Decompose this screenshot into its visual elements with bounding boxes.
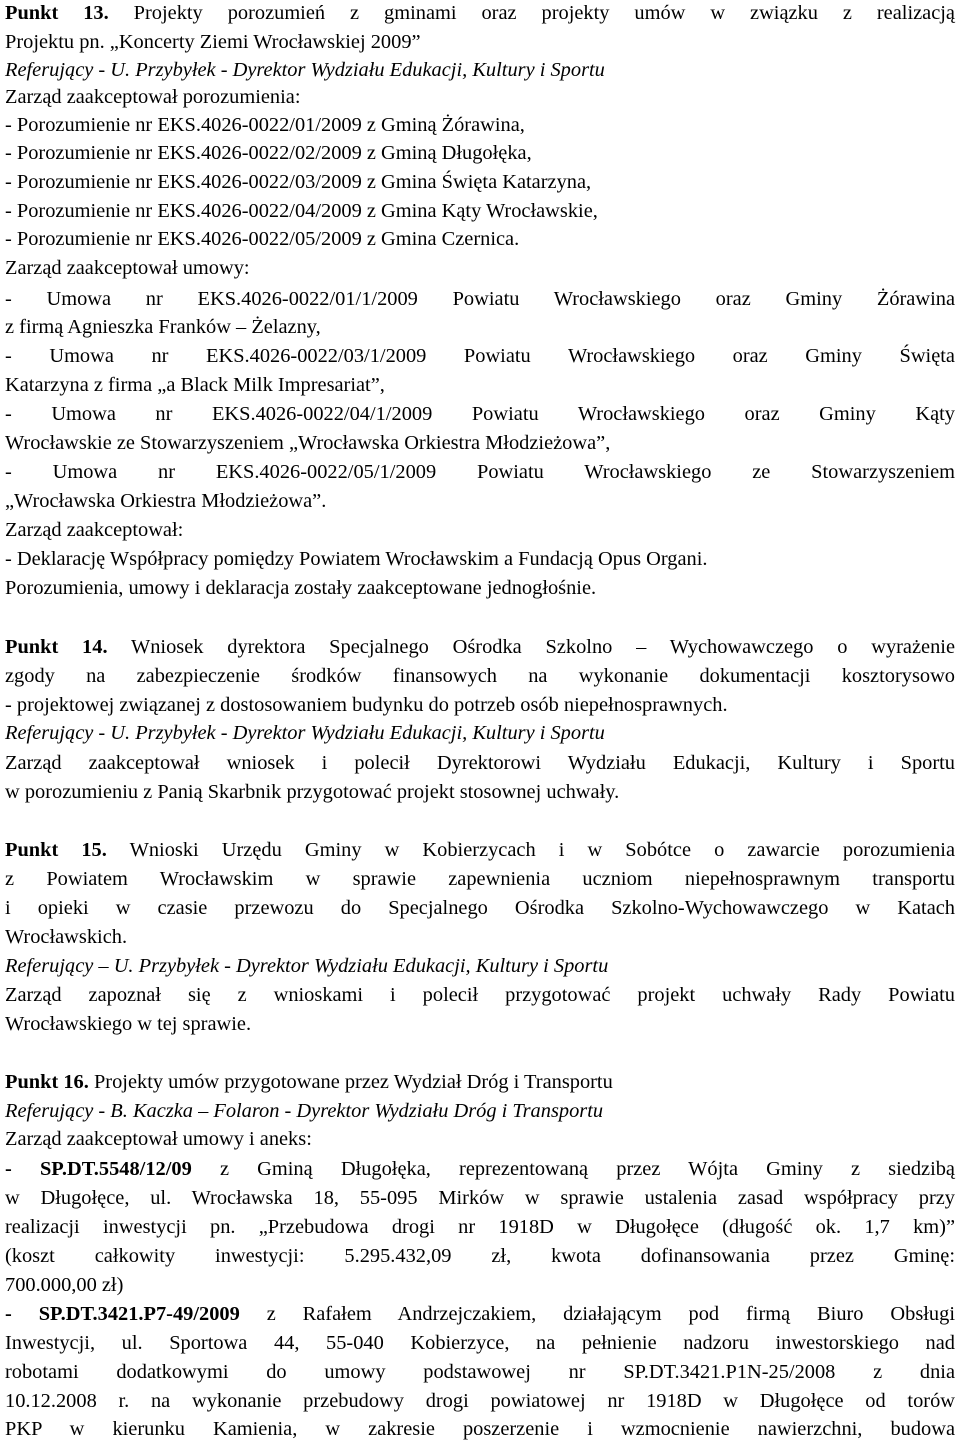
p15-decision-2: Wrocławskiego w tej sprawie.	[5, 1013, 252, 1035]
p15-referent: Referujący – U. Przybyłek - Dyrektor Wydziału Edukacji, Kultury i Sportu	[5, 955, 609, 977]
p13-title-line-2: Projektu pn. „Koncerty Ziemi Wrocławskiej 2009”	[5, 31, 421, 53]
p15-body-2: z Powiatem Wrocławskim w sprawie zapewnienia uczniom niepełnosprawnym transportu	[5, 868, 955, 890]
p13-intro-agreements: Zarząd zaakceptował porozumienia:	[5, 86, 301, 108]
p13-agreement-3: - Porozumienie nr EKS.4026-0022/03/2009 z Gmina Święta Katarzyna,	[5, 171, 592, 193]
p15-body-3: i opieki w czasie przewozu do Specjalnego Ośrodka Szkolno-Wychowawczego w Katach	[5, 897, 955, 919]
p16-heading: Punkt 16.	[5, 1071, 89, 1093]
p13-contract-line-1: - Umowa nr EKS.4026-0022/01/1/2009 Powiatu Wrocławskiego oraz Gminy Żórawina	[5, 288, 955, 310]
p14-decision-2: w porozumieniu z Panią Skarbnik przygotować projekt stosownej uchwały.	[5, 781, 620, 803]
p16-item1-line-1	[5, 1155, 955, 1184]
p16-item2-line-3: robotami dodatkowymi do umowy podstawowej nr SP.DT.3421.P1N-25/2008 z dnia	[5, 1361, 955, 1383]
p13-contract-line-3: - Umowa nr EKS.4026-0022/03/1/2009 Powiatu Wrocławskiego oraz Gminy Święta	[5, 345, 955, 367]
p15-body-1: Wnioski Urzędu Gminy w Kobierzycach i w Sobótce o zawarcie porozumienia	[129, 839, 956, 861]
p14-body-2: zgody na zabezpieczenie środków finansowych na wykonanie dokumentacji kosztorysowo	[5, 665, 955, 687]
p16-item1-line-5: 700.000,00 zł)	[5, 1274, 124, 1296]
p13-title-text: Projekty porozumień z gminami oraz projekty umów w związku z realizacją	[133, 2, 955, 24]
p15-heading: Punkt 15.	[5, 839, 107, 861]
p13-contract-line-4: Katarzyna z firma „a Black Milk Impresariat”,	[5, 374, 385, 396]
p14-body-3: - projektowej związanej z dostosowaniem budynku do potrzeb osób niepełnosprawnych.	[5, 694, 728, 716]
p15-line-1	[5, 836, 955, 865]
p13-contract-line-7: - Umowa nr EKS.4026-0022/05/1/2009 Powiatu Wrocławskiego ze Stowarzyszeniem	[5, 461, 955, 483]
p13-contract-line-8: „Wrocławska Orkiestra Młodzieżowa”.	[5, 490, 327, 512]
p16-referent: Referujący - B. Kaczka – Folaron - Dyrektor Wydziału Dróg i Transportu	[5, 1100, 604, 1122]
p13-conclusion: Porozumienia, umowy i deklaracja zostały zaakceptowane jednogłośnie.	[5, 577, 597, 599]
p13-agreement-5: - Porozumienie nr EKS.4026-0022/05/2009 z Gmina Czernica.	[5, 228, 520, 250]
p16-item2-line-4: 10.12.2008 r. na wykonanie przebudowy drogi powiatowej nr 1918D w Długołęce od torów	[5, 1390, 955, 1412]
p13-heading: Punkt 13.	[5, 2, 109, 24]
p16-item1-line-4: (koszt całkowity inwestycji: 5.295.432,09 zł, kwota dofinansowania przez Gminę:	[5, 1245, 955, 1267]
p16-item2-line-1	[5, 1300, 955, 1329]
p15-decision-1: Zarząd zapoznał się z wnioskami i polecił przygotować projekt uchwały Rady Powiatu	[5, 984, 955, 1006]
p13-title-line-1	[5, 0, 955, 28]
p14-referent: Referujący - U. Przybyłek - Dyrektor Wydziału Edukacji, Kultury i Sportu	[5, 722, 605, 744]
p14-heading: Punkt 14.	[5, 636, 108, 658]
p13-agreement-2: - Porozumienie nr EKS.4026-0022/02/2009 z Gminą Długołęka,	[5, 142, 532, 164]
p13-intro-declaration: Zarząd zaakceptował:	[5, 519, 184, 541]
p16-item2-line-2: Inwestycji, ul. Sportowa 44, 55-040 Kobierzyce, na pełnienie nadzoru inwestorskiego nad	[5, 1332, 955, 1354]
p13-contract-line-5: - Umowa nr EKS.4026-0022/04/1/2009 Powiatu Wrocławskiego oraz Gminy Kąty	[5, 403, 955, 425]
p16-item2-code: - SP.DT.3421.P7-49/2009	[5, 1303, 240, 1325]
p13-agreement-1: - Porozumienie nr EKS.4026-0022/01/2009 z Gminą Żórawina,	[5, 114, 525, 136]
p14-line-1	[5, 633, 955, 662]
p16-intro: Zarząd zaakceptował umowy i aneks:	[5, 1128, 312, 1150]
p16-item1-line-2: w Długołęce, ul. Wrocławska 18, 55-095 Mirków w sprawie ustalenia zasad współpracy przy	[5, 1187, 955, 1209]
p13-declaration: - Deklarację Współpracy pomiędzy Powiatem Wrocławskim a Fundacją Opus Organi.	[5, 548, 708, 570]
p16-line-1	[5, 1068, 955, 1097]
p16-item1-code: - SP.DT.5548/12/09	[5, 1158, 192, 1180]
p13-agreement-4: - Porozumienie nr EKS.4026-0022/04/2009 z Gmina Kąty Wrocławskie,	[5, 200, 598, 222]
p16-title: Projekty umów przygotowane przez Wydział Dróg i Transportu	[93, 1071, 613, 1093]
p13-referent: Referujący - U. Przybyłek - Dyrektor Wydziału Edukacji, Kultury i Sportu	[5, 59, 605, 81]
p16-item1-text: z Gminą Długołęka, reprezentowaną przez Wójta Gminy z siedzibą	[219, 1158, 955, 1180]
p14-body-1: Wniosek dyrektora Specjalnego Ośrodka Szkolno – Wychowawczego o wyrażenie	[130, 636, 955, 658]
p15-body-4: Wrocławskich.	[5, 926, 128, 948]
p16-item2-line-5: PKP w kierunku Kamienia, w zakresie poszerzenie i wzmocnienie nawierzchni, budowa	[5, 1418, 955, 1440]
p13-contract-line-6: Wrocławskie ze Stowarzyszeniem „Wrocławska Orkiestra Młodzieżowa”,	[5, 432, 611, 454]
p16-item2-text: z Rafałem Andrzejczakiem, działającym pod firmą Biuro Obsługi	[266, 1303, 955, 1325]
p14-decision-1: Zarząd zaakceptował wniosek i polecił Dyrektorowi Wydziału Edukacji, Kultury i Sportu	[5, 752, 955, 774]
p13-intro-contracts: Zarząd zaakceptował umowy:	[5, 257, 250, 279]
p13-contract-line-2: z firmą Agnieszka Franków – Żelazny,	[5, 316, 321, 338]
p16-item1-line-3: realizacji inwestycji pn. „Przebudowa drogi nr 1918D w Długołęce (długość ok. 1,7 km)”	[5, 1216, 955, 1238]
